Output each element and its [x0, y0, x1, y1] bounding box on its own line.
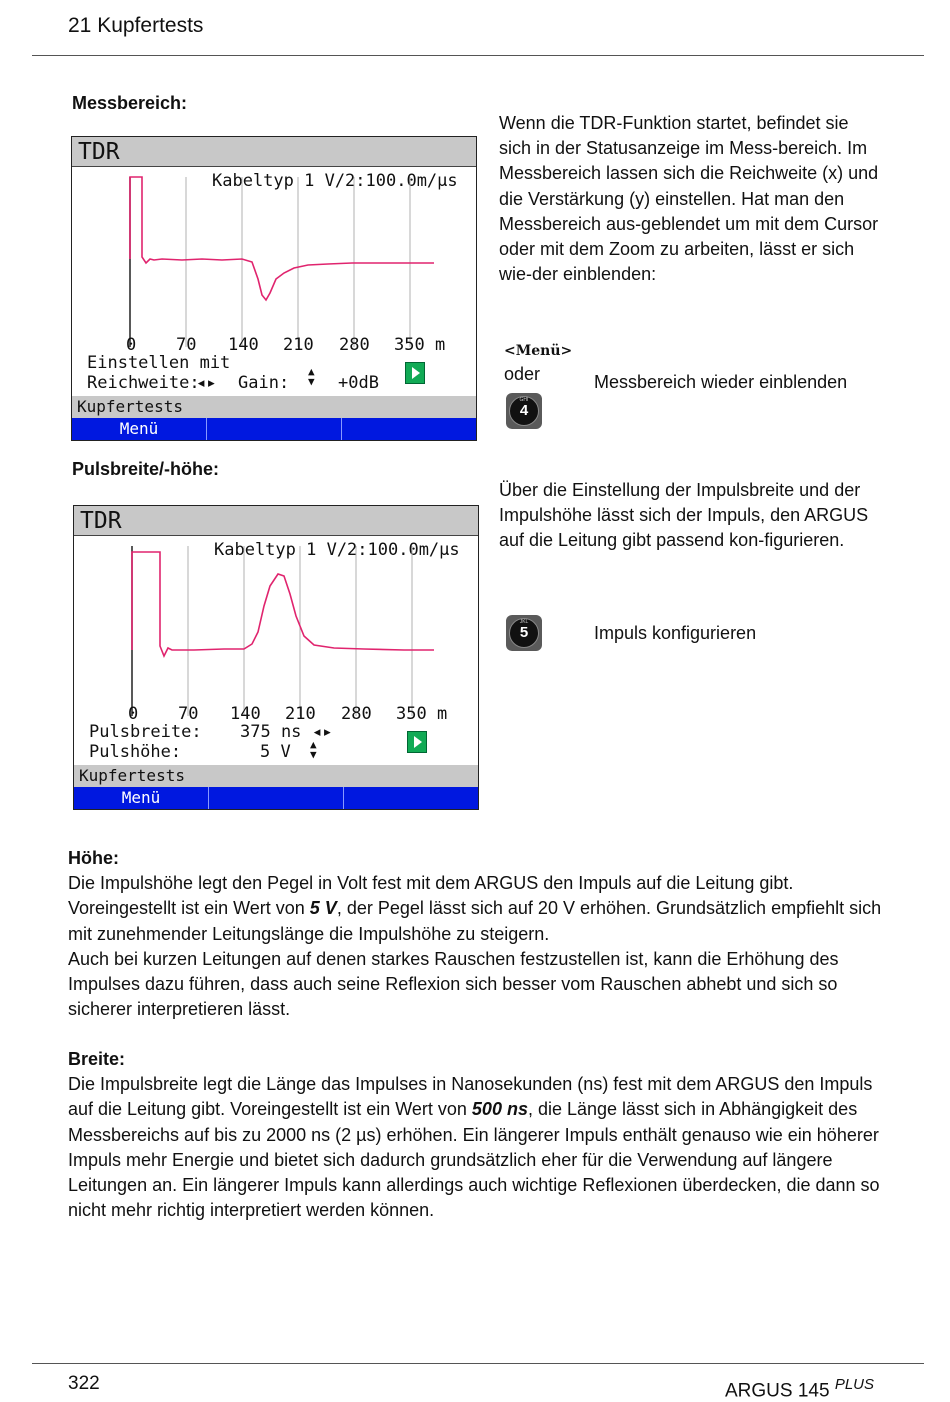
- tdr-screen-messbereich: [71, 136, 477, 441]
- left-right-arrows-icon: ◂▸: [312, 722, 333, 742]
- screen-title: TDR: [72, 137, 476, 167]
- softkey-bar: [74, 787, 478, 809]
- page-number: 322: [68, 1373, 100, 1394]
- breite-section: [68, 1047, 883, 1223]
- play-icon[interactable]: [407, 731, 427, 753]
- tdr-trace: [130, 177, 434, 300]
- settings-line-1: Einstellen mit: [87, 353, 231, 373]
- status-bar: Kupfertests: [74, 765, 478, 787]
- tick-label: 0: [128, 704, 139, 724]
- section-label-pulsbreite: Pulsbreite/-höhe:: [72, 459, 220, 479]
- softkey-menu[interactable]: Menü: [72, 418, 207, 440]
- breite-heading: Breite:: [68, 1049, 126, 1069]
- cable-type: Kabeltyp 1 V/2:100.0m/µs: [212, 171, 458, 191]
- tick-label: 70: [176, 335, 197, 355]
- action-configure-pulse: Impuls konfigurieren: [594, 623, 757, 643]
- cable-type: Kabeltyp 1 V/2:100.0m/µs: [214, 540, 460, 560]
- pulse-height-value: 5 V: [260, 742, 291, 762]
- pulse-description: Über die Einstellung der Impulsbreite und der Impulshöhe lässt sich der Impuls, den ARGUS auf die Leitung gibt passend kon-figurieren.: [499, 480, 869, 551]
- tick-label: 350 m: [396, 704, 448, 724]
- hoehe-paragraph-1: Die Impulshöhe legt den Pegel in Volt fest mit dem ARGUS den Impuls auf die Leitung gibt. Voreingestellt ist ein Wert von 5 V, der Pegel lässt sich auf 20 V erhöhen. Grundsätzlich empfiehlt sich mit zunehmender Leitungslänge die Impulshöhe zu steigern.: [68, 873, 882, 944]
- tdr-trace: [132, 552, 434, 656]
- action-show-range: Messbereich wieder einblenden: [594, 372, 848, 392]
- header-rule: [32, 55, 924, 56]
- range-label: Reichweite:: [87, 373, 200, 393]
- softkey-3[interactable]: [344, 787, 478, 809]
- tick-label: 280: [339, 335, 370, 355]
- softkey-menu[interactable]: Menü: [74, 787, 209, 809]
- play-icon[interactable]: [405, 362, 425, 384]
- pulse-height-label: Pulshöhe:: [89, 742, 182, 762]
- hoehe-paragraph-2: Auch bei kurzen Leitungen auf denen starkes Rauschen festzustellen ist, kann die Erhöhung des Impulses dazu führen, dass auch seine Reflexion sich besser vom Rauschen abhebt und sich so sicherer interpretieren lässt.: [68, 948, 839, 1020]
- tick-label: 140: [228, 335, 259, 355]
- tdr-screen-pulse: [73, 505, 479, 810]
- key-4-icon[interactable]: GHI 4: [506, 393, 542, 429]
- hoehe-heading: Höhe:: [68, 848, 119, 868]
- section-label-messbereich: Messbereich:: [72, 93, 188, 113]
- tick-label: 210: [283, 335, 314, 355]
- up-down-arrows-icon: ▲ ▼: [308, 365, 315, 388]
- product-name: ARGUS 145 $^{PLUS}$: [724, 1376, 874, 1402]
- key-5-icon[interactable]: JKL 5: [506, 615, 542, 651]
- gain-label: Gain:: [238, 373, 290, 393]
- page-header: 21 Kupfertests: [68, 14, 204, 37]
- grid-lines: [186, 177, 410, 347]
- menu-key-label: <Menü>: [504, 343, 573, 359]
- tick-label: 140: [230, 704, 261, 724]
- grid-lines: [188, 546, 412, 716]
- status-bar: Kupfertests: [72, 396, 476, 418]
- pulse-width-label: Pulsbreite:: [89, 722, 202, 742]
- footer-rule: [32, 1363, 924, 1364]
- softkey-3[interactable]: [342, 418, 476, 440]
- pulse-width-value: 375 ns: [240, 722, 302, 742]
- tick-label: 280: [341, 704, 372, 724]
- softkey-bar: [72, 418, 476, 440]
- up-down-arrows-icon: ▲ ▼: [310, 738, 317, 761]
- tick-label: 70: [178, 704, 199, 724]
- softkey-2[interactable]: [209, 787, 344, 809]
- messbereich-description: Wenn die TDR-Funktion startet, befindet sie sich in der Statusanzeige im Mess-bereich. Im Messbereich lassen sich die Reichweite (x) und die Verstärkung (y) einstellen. Hat man den Messbereich aus-geblendet um mit dem Cursor oder mit dem Zoom zu arbeiten, lässt er sich wie-der einblenden:: [499, 113, 879, 285]
- left-right-arrows-icon: ◂▸: [196, 373, 217, 393]
- tick-label: 350 m: [394, 335, 446, 355]
- gain-value: +0dB: [338, 373, 379, 393]
- softkey-2[interactable]: [207, 418, 342, 440]
- breite-paragraph-1: Die Impulsbreite legt die Länge das Impulses in Nanosekunden (ns) fest mit dem ARGUS den Impuls auf die Leitung gibt. Voreingestellt ist ein Wert von 500 ns, die Länge lässt sich in Abhängigkeit des Messbereichs auf bis zu 2000 ns (2 µs) erhöhen. Ein längerer Impuls enthält genauso wie ein höherer Impuls mehr Energie und bietet sich dadurch grundsätzlich eher für die Verwendung auf längere Leitungen an. Ein längerer Impuls kann allerdings auch wichtige Reflexionen überdecken, die dann so nicht mehr richtig interpretiert werden können.: [68, 1074, 880, 1221]
- hoehe-section: [68, 846, 883, 1022]
- tick-label: 0: [126, 335, 137, 355]
- tick-label: 210: [285, 704, 316, 724]
- or-label: oder: [504, 364, 541, 384]
- screen-title: TDR: [74, 506, 478, 536]
